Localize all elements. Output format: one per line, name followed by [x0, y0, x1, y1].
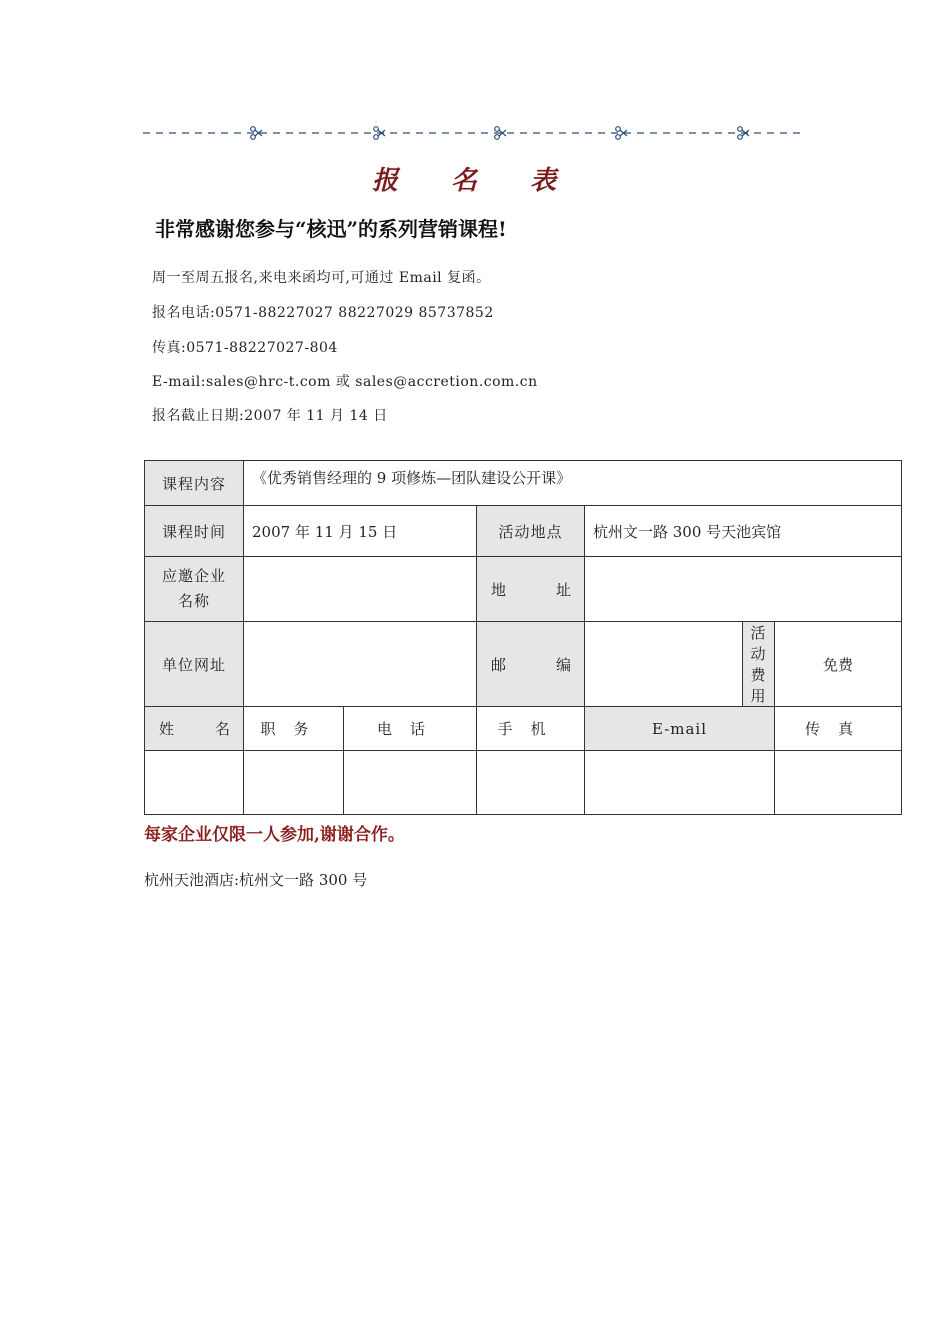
website-label: 单位网址	[145, 622, 244, 707]
course-time-value: 2007 年 11 月 15 日	[244, 506, 477, 557]
company-name-field[interactable]	[244, 557, 477, 622]
scissors-cut-line	[143, 124, 803, 142]
postcode-field[interactable]	[585, 622, 743, 707]
column-header-phone: 电话	[344, 707, 477, 751]
company-name-label-text: 应邀企业名称	[161, 567, 226, 610]
postcode-label: 邮编	[477, 622, 585, 707]
participation-note: 每家企业仅限一人参加,谢谢合作。	[144, 825, 405, 845]
course-content-label: 课程内容	[145, 461, 244, 506]
column-header-email: E-mail	[585, 707, 775, 751]
attendee-mobile-field[interactable]	[477, 751, 585, 815]
registration-form-table	[144, 460, 902, 815]
column-header-mobile: 手机	[477, 707, 585, 751]
column-header-title: 职务	[244, 707, 344, 751]
table-row	[145, 557, 902, 622]
venue-value: 杭州文一路 300 号天池宾馆	[585, 506, 902, 557]
table-row	[145, 622, 902, 707]
attendee-phone-field[interactable]	[344, 751, 477, 815]
fee-label-text: 活动费用	[750, 624, 767, 705]
attendee-title-field[interactable]	[244, 751, 344, 815]
venue-label: 活动地点	[477, 506, 585, 557]
info-fax: 传真:0571-88227027-804	[152, 340, 338, 356]
website-field[interactable]	[244, 622, 477, 707]
column-header-name: 姓名	[145, 707, 244, 751]
info-registration-hours: 周一至周五报名,来电来函均可,可通过 Email 复函。	[152, 270, 491, 286]
column-header-fax: 传真	[775, 707, 902, 751]
table-row	[145, 707, 902, 751]
address-field[interactable]	[585, 557, 902, 622]
attendee-name-field[interactable]	[145, 751, 244, 815]
table-row	[145, 751, 902, 815]
table-row	[145, 506, 902, 557]
course-content-value: 《优秀销售经理的 9 项修炼—团队建设公开课》	[244, 461, 902, 506]
page-title: 报 名 表	[371, 166, 579, 196]
course-time-label: 课程时间	[145, 506, 244, 557]
info-phone: 报名电话:0571-88227027 88227029 85737852	[152, 305, 494, 321]
attendee-email-field[interactable]	[585, 751, 775, 815]
attendee-fax-field[interactable]	[775, 751, 902, 815]
company-name-label	[145, 557, 244, 622]
table-row	[145, 461, 902, 506]
address-label: 地址	[477, 557, 585, 622]
info-deadline: 报名截止日期:2007 年 11 月 14 日	[152, 408, 388, 424]
hotel-address: 杭州天池酒店:杭州文一路 300 号	[144, 871, 368, 889]
fee-value: 免费	[775, 622, 902, 707]
info-email: E-mail:sales@hrc-t.com 或 sales@accretion.com.cn	[152, 374, 538, 390]
thanks-heading: 非常感谢您参与“核迅”的系列营销课程!	[155, 217, 507, 241]
fee-label	[743, 622, 775, 707]
